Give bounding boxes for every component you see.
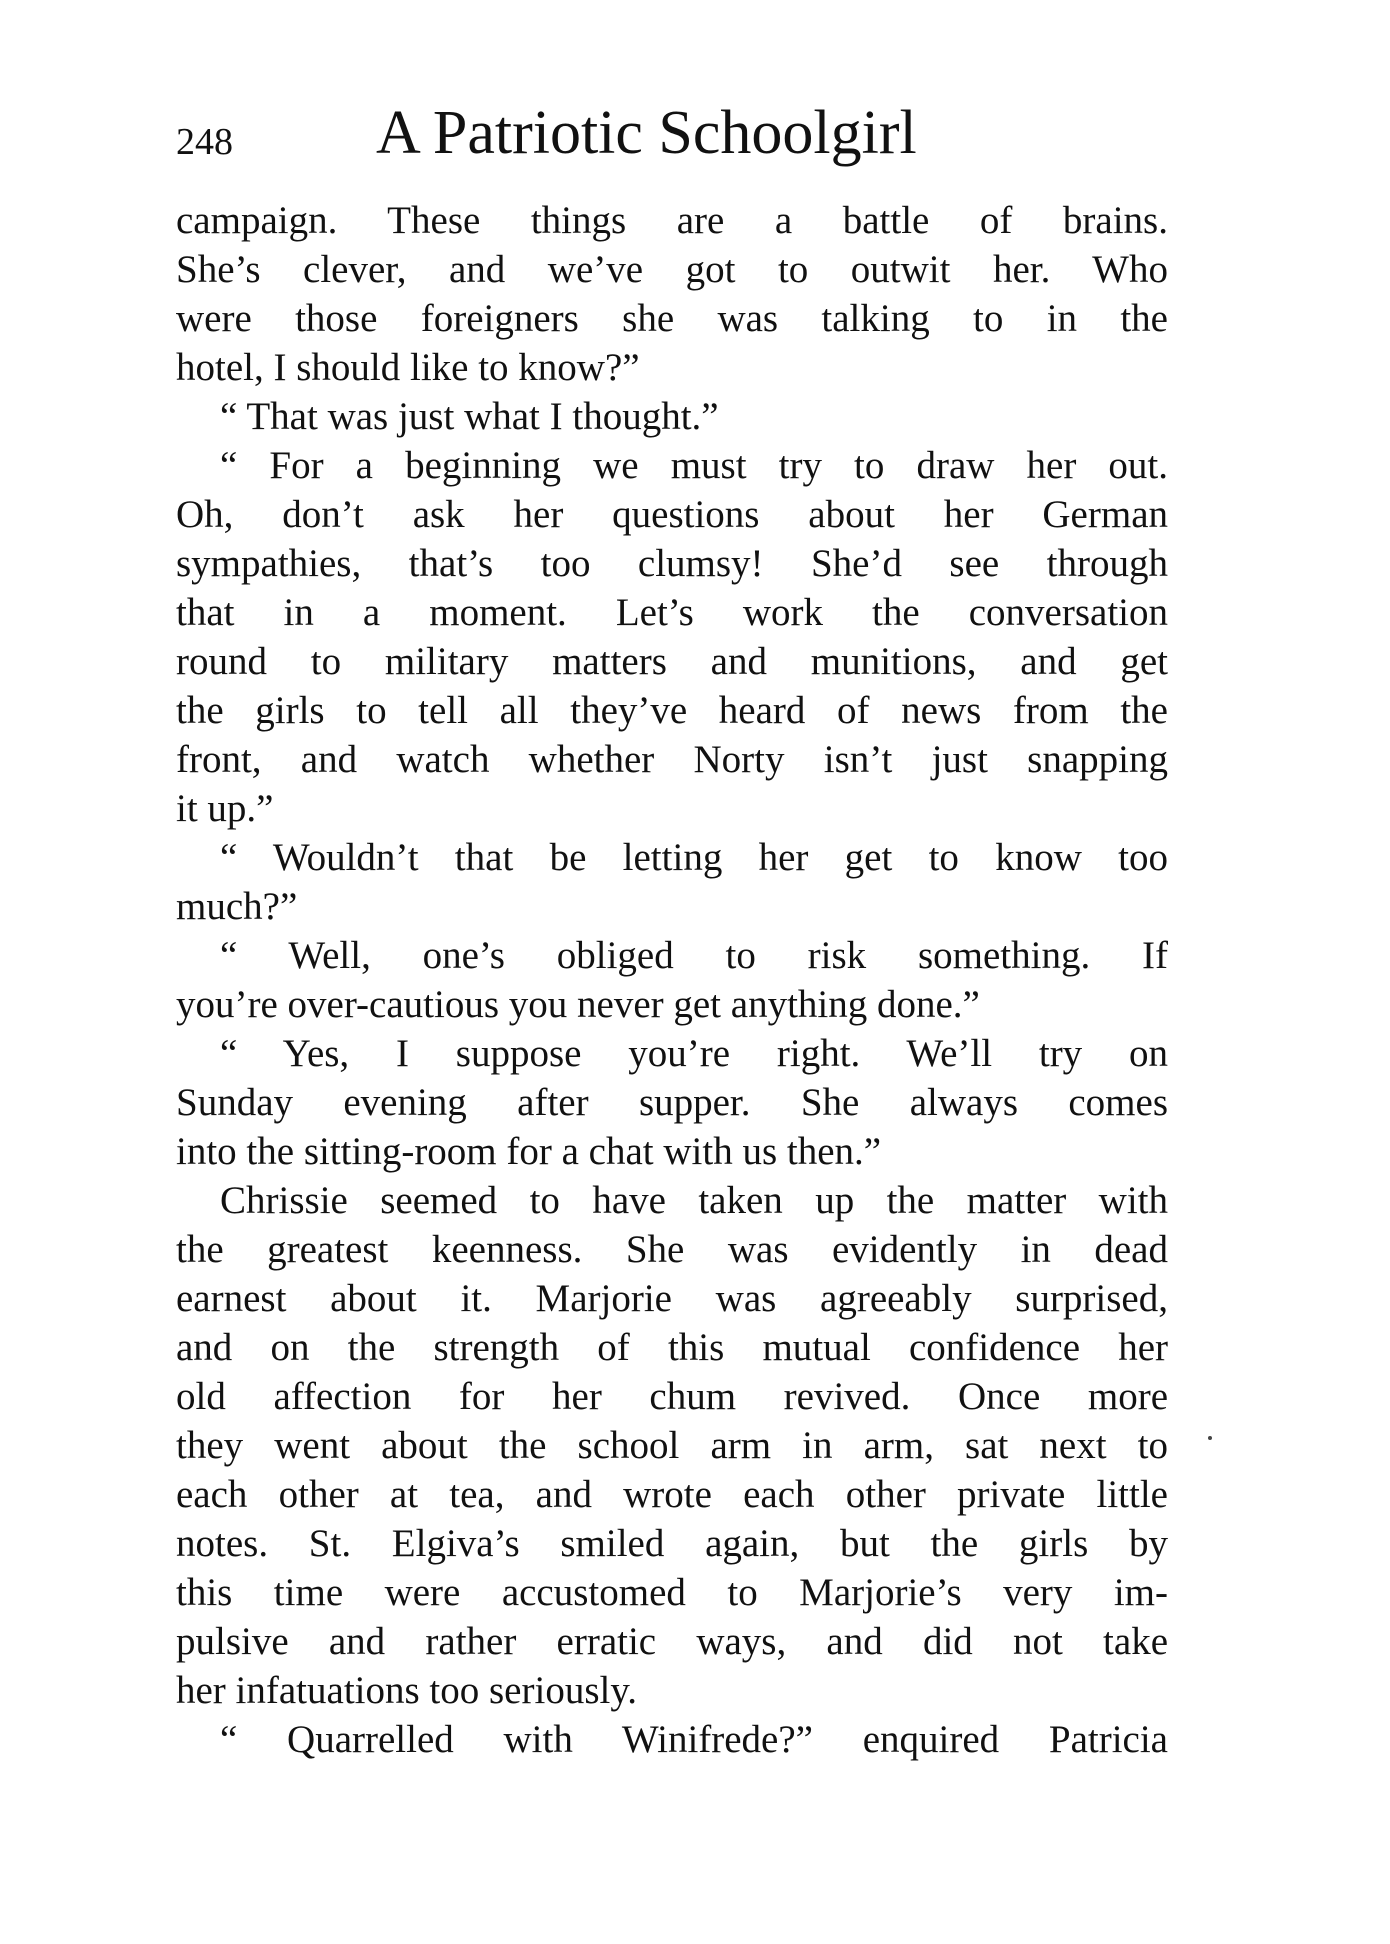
- text-line: front, and watch whether Norty isn’t just snapping: [176, 738, 1168, 781]
- print-speck: [1208, 1436, 1212, 1440]
- text-line: the girls to tell all they’ve heard of news from the: [176, 689, 1168, 732]
- text-line: were those foreigners she was talking to in the: [176, 297, 1168, 340]
- text-line: Sunday evening after supper. She always comes: [176, 1081, 1168, 1124]
- text-line: old affection for her chum revived. Once more: [176, 1375, 1168, 1418]
- text-line: this time were accustomed to Marjorie’s very im-: [176, 1571, 1168, 1614]
- text-line: much?”: [176, 885, 298, 928]
- text-line: Chrissie seemed to have taken up the matter with: [220, 1179, 1168, 1222]
- text-line: “ For a beginning we must try to draw her out.: [220, 444, 1168, 487]
- text-line: pulsive and rather erratic ways, and did not take: [176, 1620, 1168, 1663]
- text-line: you’re over-cautious you never get anything done.”: [176, 983, 980, 1026]
- text-line: earnest about it. Marjorie was agreeably surprised,: [176, 1277, 1168, 1320]
- text-line: Oh, don’t ask her questions about her German: [176, 493, 1168, 536]
- text-line: each other at tea, and wrote each other private little: [176, 1473, 1168, 1516]
- text-line: hotel, I should like to know?”: [176, 346, 640, 389]
- text-line: notes. St. Elgiva’s smiled again, but the girls by: [176, 1522, 1168, 1565]
- body-text: [176, 196, 1168, 1764]
- text-line: sympathies, that’s too clumsy! She’d see through: [176, 542, 1168, 585]
- text-line: that in a moment. Let’s work the conversation: [176, 591, 1168, 634]
- text-line: campaign. These things are a battle of brains.: [176, 199, 1168, 242]
- text-line: She’s clever, and we’ve got to outwit her. Who: [176, 248, 1168, 291]
- text-line: “ Yes, I suppose you’re right. We’ll try on: [220, 1032, 1168, 1075]
- text-line: her infatuations too seriously.: [176, 1669, 638, 1712]
- text-line: round to military matters and munitions, and get: [176, 640, 1168, 683]
- running-title: A Patriotic Schoolgirl: [376, 99, 917, 167]
- text-line: “ That was just what I thought.”: [220, 395, 719, 438]
- text-line: and on the strength of this mutual confidence her: [176, 1326, 1168, 1369]
- text-line: “ Wouldn’t that be letting her get to know too: [220, 836, 1168, 879]
- text-line: the greatest keenness. She was evidently in dead: [176, 1228, 1168, 1271]
- text-line: “ Well, one’s obliged to risk something. If: [220, 934, 1168, 977]
- text-line: it up.”: [176, 787, 274, 830]
- page-header: [176, 98, 1176, 178]
- page-number: 248: [176, 121, 233, 163]
- text-line: into the sitting-room for a chat with us then.”: [176, 1130, 882, 1173]
- text-line: “ Quarrelled with Winifrede?” enquired Patricia: [220, 1718, 1168, 1761]
- text-line: they went about the school arm in arm, sat next to: [176, 1424, 1168, 1467]
